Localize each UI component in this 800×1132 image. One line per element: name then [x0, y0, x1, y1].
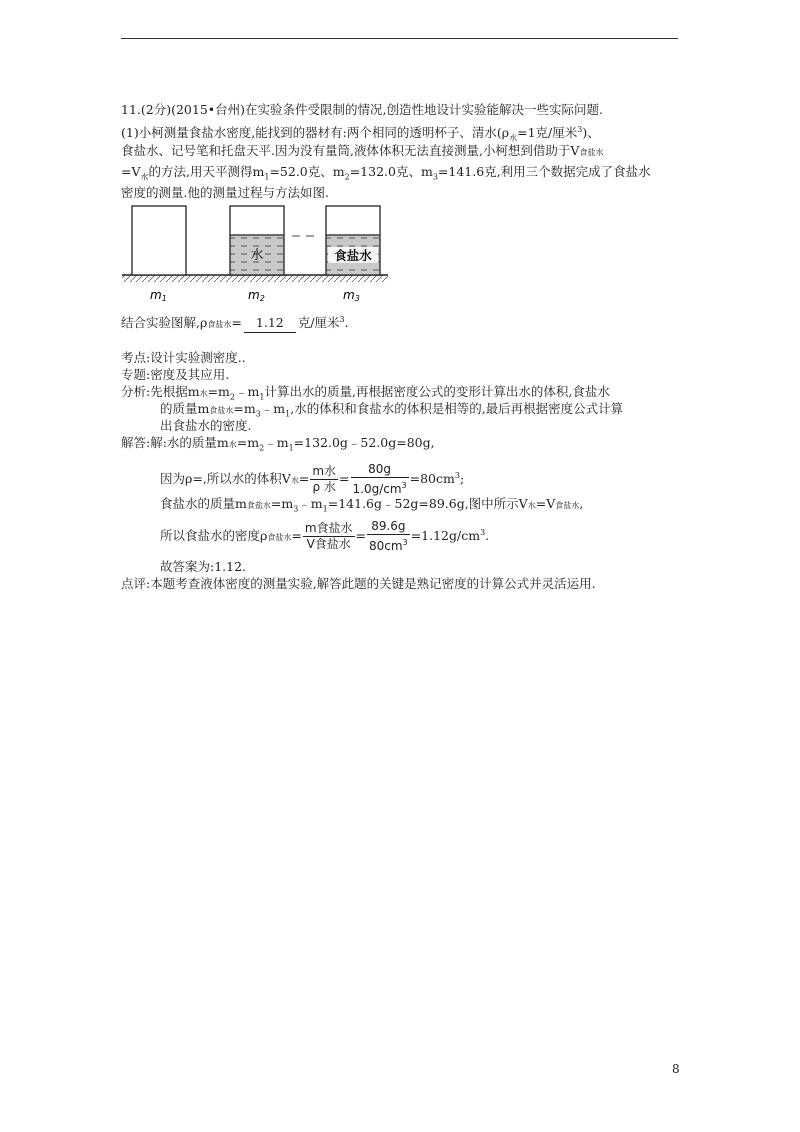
question-line2: 食盐水、记号笔和托盘天平.因为没有量筒,液体体积无法直接测量,小柯想到借助于V食盐水	[121, 143, 604, 158]
question-line3: $=V_水$的方法,用天平测得$m_1=52.0$克、$m_2=132.0$克、$m_3=141.6$克,利用三个数据完成了食盐水	[121, 164, 651, 182]
fraction-water-volume-numeric: $\frac{80g}{1.0g/cm^3}$	[352, 462, 407, 497]
jieda-line2: 因为ρ=,所以水的体积V水= $\frac{\text{m水}}{\text{ρ 水}}$ = $\frac{80g}{1.0g/cm^3}$ $=80cm^3$;	[160, 462, 465, 497]
header-rule	[121, 38, 678, 39]
question-part1-line1: (1)小柯测量食盐水密度,能找到的器材有:两个相同的透明杯子、清水($\rho_水=1$克/厘米$^3$)、	[121, 125, 600, 143]
brine-label: 食盐水	[334, 248, 372, 263]
answer-line: 结合实验图解,ρ食盐水= 1.12 克/厘米$^3$.	[121, 311, 349, 334]
m1-label: m1	[150, 288, 167, 303]
m3-label: m3	[343, 288, 360, 303]
fraction-brine-density-numeric: $\frac{89.6g}{80cm^3}$	[369, 519, 408, 554]
water-label: 水	[250, 248, 264, 263]
fenxi-line1: 分析:先根据m水$=m_2﹣m_1$计算出水的质量,再根据密度公式的变形计算出水的体积,食盐水	[121, 384, 610, 402]
fenxi-line2: 的质量m食盐水$=m_3﹣m_1$,水的体积和食盐水的体积是相等的,最后再根据密度公式计算	[160, 401, 624, 419]
cup-brine	[326, 206, 380, 275]
question-intro: 11.(2分)(2015•台州)在实验条件受限制的情况,创造性地设计实验能解决一些实际问题.	[121, 102, 603, 117]
zhuanti: 专题:密度及其应用.	[121, 367, 230, 382]
answer-blank: 1.12	[244, 314, 296, 333]
experiment-figure	[120, 202, 400, 304]
jieda-line3: 食盐水的质量m食盐水$=m_3﹣m_1=141.6g﹣52g=89.6g$,图中所示V水=V食盐水,	[160, 496, 584, 514]
m2-label: m2	[248, 288, 265, 303]
jieda-line4: 所以食盐水的密度ρ食盐水= $\frac{\text{m食盐水}}{\text{V食盐水}}$ = $\frac{89.6g}{80cm^3}$ $=1.12g/cm^3$.	[160, 519, 490, 554]
dianping: 点评:本题考查液体密度的测量实验,解答此题的关键是熟记密度的计算公式并灵活运用.	[121, 576, 596, 591]
fenxi-line3: 出食盐水的密度.	[160, 418, 252, 433]
jieda-line1: 解答:解:水的质量m水$=m_2﹣m_1=132.0g﹣52.0g=80g$,	[121, 435, 435, 453]
fraction-brine-density-symbolic: $\frac{\text{m食盐水}}{\text{V食盐水}}$	[304, 521, 353, 552]
question-line4: 密度的测量.他的测量过程与方法如图.	[121, 185, 329, 200]
kaodian: 考点:设计实验测密度..	[121, 350, 246, 365]
cup-empty	[132, 206, 186, 275]
fraction-water-volume-symbolic: $\frac{\text{m水}}{\text{ρ 水}}$	[312, 464, 337, 495]
final-answer: 故答案为:1.12.	[160, 559, 247, 574]
cup-water	[230, 206, 284, 275]
ground-hatch	[122, 275, 388, 282]
page-number: 8	[672, 1062, 680, 1076]
